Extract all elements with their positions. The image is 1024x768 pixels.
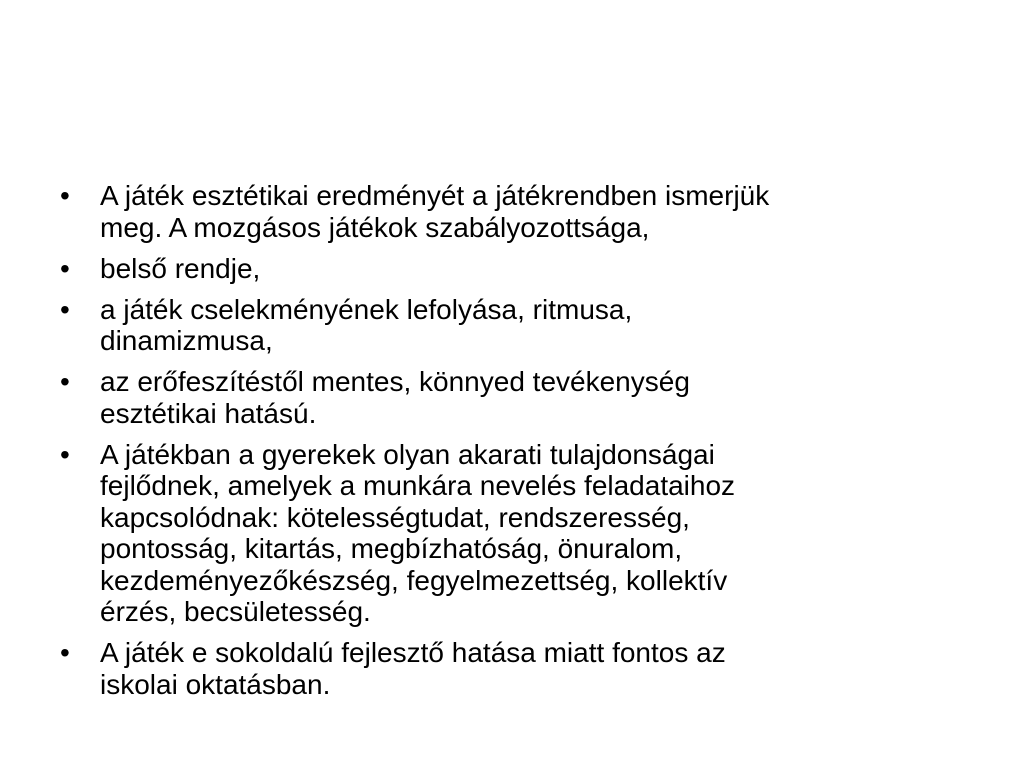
bullet-item [58, 439, 958, 628]
bullet-text-line: kapcsolódnak: kötelességtudat, rendszeresség, [100, 501, 690, 533]
bullet-text-line: belső rendje, [100, 252, 261, 284]
bullet-text-line: fejlődnek, amelyek a munkára nevelés feladataihoz [100, 470, 736, 501]
bullet-text-line: meg. A mozgásos játékok szabályozottsága, [100, 211, 650, 243]
bullet-icon: • [60, 180, 70, 211]
bullet-item [58, 366, 958, 429]
bullet-text-line: dinamizmusa, [100, 325, 273, 356]
bullet-icon: • [60, 366, 70, 397]
bullet-text-line: iskolai oktatásban. [100, 668, 331, 700]
bullet-list [58, 180, 958, 710]
bullet-text-line: esztétikai hatású. [100, 397, 317, 429]
bullet-icon: • [60, 293, 70, 325]
bullet-text-line: pontosság, kitartás, megbízhatóság, önuralom, [100, 533, 683, 564]
bullet-icon: • [60, 438, 70, 470]
bullet-text-line: kezdeményezőkészség, fegyelmezettség, kollektív [100, 564, 728, 596]
bullet-text-line: érzés, becsületesség. [100, 596, 371, 627]
bullet-text-line: A játék esztétikai eredményét a játékrendben ismerjük [100, 180, 770, 211]
bullet-item [58, 637, 958, 700]
bullet-icon: • [60, 637, 70, 668]
bullet-item [58, 294, 958, 357]
bullet-text-line: A játék e sokoldalú fejlesztő hatása miatt fontos az [100, 637, 726, 668]
bullet-text-line: A játékban a gyerekek olyan akarati tulajdonságai [100, 438, 715, 470]
bullet-item [58, 253, 958, 285]
bullet-item [58, 180, 958, 243]
bullet-text-line: az erőfeszítéstől mentes, könnyed tevékenység [100, 366, 690, 397]
bullet-text-line: a játék cselekményének lefolyása, ritmusa, [100, 293, 633, 325]
bullet-icon: • [60, 252, 70, 284]
